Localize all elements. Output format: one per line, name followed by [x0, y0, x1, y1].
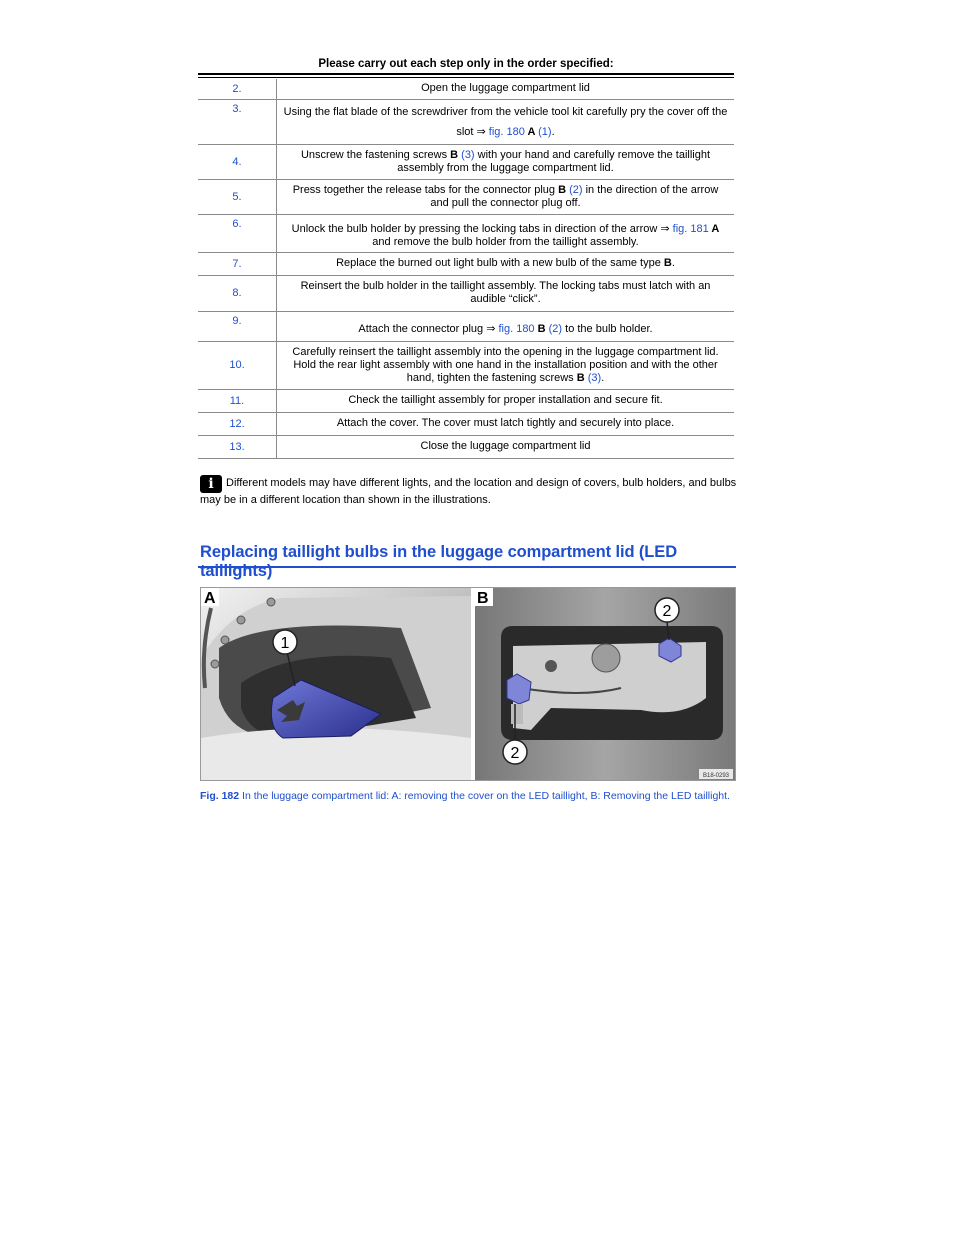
table-row	[198, 389, 734, 412]
steps-table	[198, 79, 734, 459]
table-row	[198, 214, 734, 252]
table-row	[198, 341, 734, 389]
header-rule-thin	[198, 77, 734, 78]
table-row	[198, 275, 734, 311]
panel-divider	[471, 588, 475, 780]
step-text: Attach the connector plug ⇒ fig. 180 B (2) to the bulb holder.	[277, 311, 735, 341]
figure-code: B18-0293	[702, 773, 730, 779]
page-title: Please carry out each step only in the order specified:	[318, 58, 614, 70]
step-number: 6.	[198, 214, 277, 252]
step-text: Replace the burned out light bulb with a new bulb of the same type B.	[277, 252, 735, 275]
step-text: Check the taillight assembly for proper installation and secure fit.	[277, 389, 735, 412]
step-text: Attach the cover. The cover must latch tightly and securely into place.	[277, 412, 735, 435]
header-rule	[198, 73, 734, 75]
section-heading: Replacing taillight bulbs in the luggage compartment lid (LED taillights)	[200, 543, 678, 580]
table-row	[198, 435, 734, 458]
info-note	[200, 475, 740, 507]
caption-text: In the luggage compartment lid: A: removing the cover on the LED taillight, B: Removing the LED taillight.	[239, 790, 730, 802]
step-number: 2.	[198, 79, 277, 99]
table-row	[198, 79, 734, 99]
step-text: Carefully reinsert the taillight assembly into the opening in the luggage compartment lid. Hold the rear light assembly with one hand in the installation position and with the other hand, tighten the fastening screws B (3).	[277, 341, 735, 389]
table-row	[198, 252, 734, 275]
info-icon: i	[200, 475, 222, 493]
step-number: 7.	[198, 252, 277, 275]
table-row	[198, 99, 734, 144]
table-row	[198, 179, 734, 214]
callout-link[interactable]: (2)	[548, 322, 563, 335]
callout-link[interactable]: (3)	[461, 148, 475, 161]
svg-text:2: 2	[662, 603, 672, 620]
section-rule	[198, 566, 736, 568]
figure-link[interactable]: fig. 180	[498, 322, 535, 335]
step-text: Using the flat blade of the screwdriver from the vehicle tool kit carefully pry the cover off the slot ⇒ fig. 180 A (1).	[277, 99, 735, 144]
step-number: 13.	[198, 435, 277, 458]
figure-182	[200, 587, 736, 781]
panel-a-image	[201, 588, 471, 780]
note-text: Different models may have different lights, and the location and design of covers, bulb holders, and bulbs may be in a different location than shown in the illustrations.	[200, 477, 737, 506]
step-number: 5.	[198, 179, 277, 214]
step-number: 8.	[198, 275, 277, 311]
callout-link[interactable]: (2)	[569, 183, 583, 196]
step-text: Unlock the bulb holder by pressing the locking tabs in direction of the arrow ⇒ fig. 181 A and remove the bulb holder from the taillight assembly.	[277, 214, 735, 252]
step-number: 9.	[198, 311, 277, 341]
step-text: Reinsert the bulb holder in the taillight assembly. The locking tabs must latch with an audible “click”.	[277, 275, 735, 311]
step-text: Open the luggage compartment lid	[277, 79, 735, 99]
step-number: 4.	[198, 144, 277, 179]
figure-illustration	[201, 588, 735, 780]
step-text: Unscrew the fastening screws B (3) with your hand and carefully remove the taillight assembly from the luggage compartment lid.	[277, 144, 735, 179]
table-row	[198, 311, 734, 341]
panel-b-label: B	[477, 590, 489, 607]
figure-link[interactable]: fig. 181	[672, 223, 709, 235]
table-row	[198, 412, 734, 435]
step-number: 12.	[198, 412, 277, 435]
caption-label: Fig. 182	[200, 790, 240, 802]
panel-a-label: A	[204, 590, 216, 607]
step-number: 10.	[198, 341, 277, 389]
step-number: 3.	[198, 99, 277, 144]
callout-link[interactable]: (3)	[587, 371, 602, 384]
callout-link[interactable]: (1)	[538, 125, 552, 138]
table-row	[198, 144, 734, 179]
step-text: Close the luggage compartment lid	[277, 435, 735, 458]
svg-text:2: 2	[510, 745, 520, 762]
svg-text:1: 1	[280, 635, 290, 652]
figure-caption	[200, 790, 730, 803]
step-text: Press together the release tabs for the connector plug B (2) in the direction of the arrow and pull the connector plug off.	[277, 179, 735, 214]
figure-link[interactable]: fig. 180	[488, 125, 525, 138]
step-number: 11.	[198, 389, 277, 412]
